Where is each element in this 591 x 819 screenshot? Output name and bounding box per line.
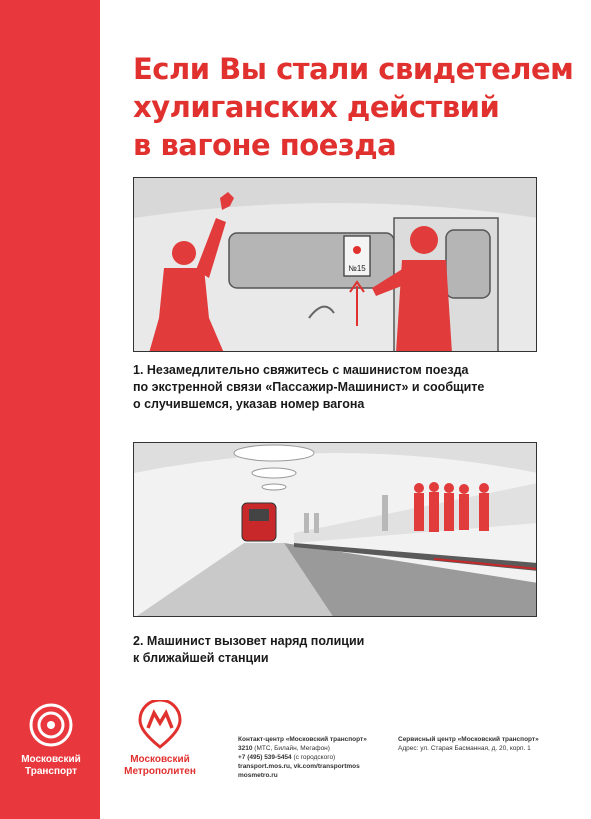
moscow-transport-emblem-icon bbox=[26, 700, 76, 750]
step-1-line-2: по экстренной связи «Пассажир-Машинист» и сообщите bbox=[133, 380, 485, 394]
service-center-info bbox=[398, 735, 539, 753]
contact-short-number: 3210 bbox=[238, 745, 253, 752]
service-center-address: Адрес: ул. Старая Басманная, д. 20, корп. 1 bbox=[398, 745, 531, 752]
illustration-metro-station bbox=[133, 442, 537, 617]
page-title bbox=[133, 50, 573, 164]
contact-center-info bbox=[238, 735, 367, 780]
contact-center-label: Контакт-центр «Московский транспорт» bbox=[238, 736, 367, 743]
metro-logo-line-2: Метрополитен bbox=[124, 766, 196, 777]
step-1-text bbox=[133, 362, 553, 413]
contact-metro-site[interactable]: mosmetro.ru bbox=[238, 772, 278, 779]
step-1-line-3: о случившемся, указав номер вагона bbox=[133, 397, 365, 411]
contact-phone[interactable]: +7 (495) 539-5454 bbox=[238, 754, 292, 761]
moscow-transport-logo bbox=[8, 700, 94, 778]
step-2-line-1: 2. Машинист вызовет наряд полиции bbox=[133, 634, 365, 648]
contact-phone-note: (с городского) bbox=[293, 754, 336, 761]
title-line-2: хулиганских действий bbox=[133, 90, 500, 124]
step-2-line-2: к ближайшей станции bbox=[133, 651, 269, 665]
contact-sites[interactable]: transport.mos.ru, vk.com/transportmos bbox=[238, 763, 360, 770]
step-1-line-1: 1. Незамедлительно свяжитесь с машинистом поезда bbox=[133, 363, 469, 377]
car-number-label: №15 bbox=[348, 264, 366, 273]
contact-short-note: (МТС, Билайн, Мегафон) bbox=[254, 745, 330, 752]
metro-logo-line-1: Московский bbox=[130, 754, 190, 765]
title-line-3: в вагоне поезда bbox=[133, 128, 397, 162]
transport-logo-line-2: Транспорт bbox=[24, 766, 78, 777]
metro-m-icon bbox=[135, 700, 185, 750]
step-2-text bbox=[133, 633, 553, 667]
service-center-label: Сервисный центр «Московский транспорт» bbox=[398, 736, 539, 743]
title-line-1: Если Вы стали свидетелем bbox=[133, 52, 574, 86]
transport-logo-line-1: Московский bbox=[21, 754, 81, 765]
moscow-metro-logo bbox=[110, 700, 210, 778]
left-red-bar bbox=[0, 0, 100, 819]
illustration-train-car bbox=[133, 177, 537, 352]
